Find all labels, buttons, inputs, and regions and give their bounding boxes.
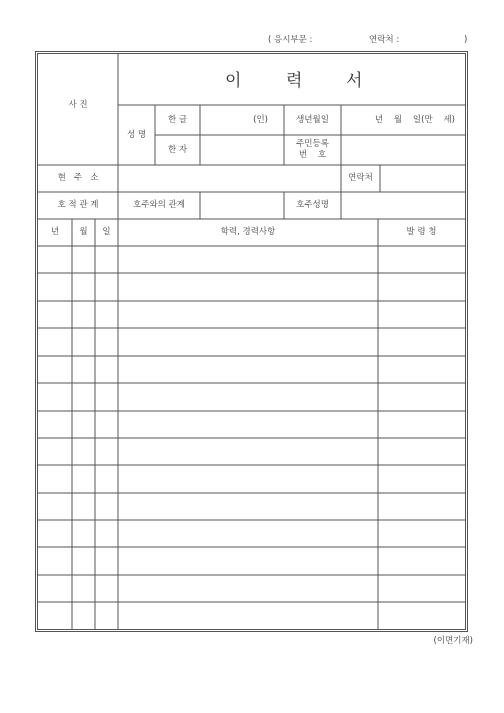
birth-format: 년 월 일(만 세) [374, 114, 455, 125]
address-label: 현 주 소 [57, 173, 99, 184]
resident-number-line-1: 주민등록 [296, 139, 329, 150]
resident-number-label [284, 135, 341, 165]
column-year: 년 [50, 227, 60, 238]
title-char-2: 력 [286, 71, 303, 91]
form-grid [35, 51, 468, 632]
header-close-paren: ) [464, 35, 468, 45]
column-day: 일 [102, 227, 111, 238]
column-issuer: 발 령 청 [406, 227, 437, 238]
title-char-3: 서 [346, 71, 363, 91]
relation-to-head-label: 호주와의 관계 [133, 200, 185, 211]
column-history: 학력, 경력사항 [220, 227, 276, 238]
header-line [268, 36, 468, 48]
application-field-label: 응시부문 : [274, 35, 313, 45]
seal-label: (인) [253, 114, 268, 125]
head-name-label: 호주성명 [296, 200, 329, 211]
contact-label: 연락처 [348, 173, 373, 184]
name-label: 성 명 [126, 129, 147, 140]
header-contact-label: 연락처 : [369, 35, 400, 45]
family-relation-label: 호 적 관 계 [57, 200, 99, 211]
footer-note: (이면기재) [433, 636, 473, 646]
header-open-paren: ( [268, 35, 272, 45]
title-char-1: 이 [225, 71, 242, 91]
hangul-label: 한 글 [167, 114, 188, 125]
column-month: 월 [79, 227, 88, 238]
hanja-label: 한 자 [167, 144, 188, 155]
birth-label: 생년월일 [296, 114, 329, 125]
resume-form [35, 51, 468, 632]
resident-number-line-2: 번 호 [298, 150, 327, 160]
photo-label: 사 진 [68, 99, 88, 110]
